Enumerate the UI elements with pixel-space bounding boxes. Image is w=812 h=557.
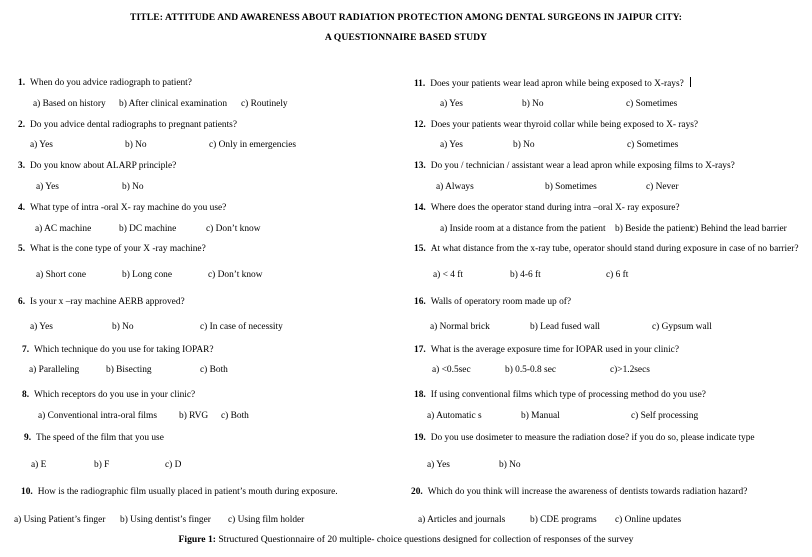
figure-caption-text: Structured Questionnaire of 20 multiple- choice questions designed for collection of responses of the survey (215, 534, 634, 545)
question-text: Do you advice dental radiographs to pregnant patients? (30, 120, 237, 130)
document-subtitle: A QUESTIONNAIRE BASED STUDY (324, 32, 488, 43)
question-text: Which technique do you use for taking IOPAR? (34, 345, 214, 355)
question-number: 4. (18, 203, 26, 213)
question-15-option-c: c) 6 ft (606, 270, 629, 280)
question-4-option-a: a) AC machine (35, 224, 92, 234)
question-text: Which do you think will increase the awareness of dentists towards radiation hazard? (427, 487, 748, 497)
question-14-option-a: a) Inside room at a distance from the patient (440, 224, 606, 234)
question-number: 14. (414, 203, 426, 213)
question-14-option-b: b) Beside the patient (615, 224, 693, 234)
question-number: 16. (414, 297, 426, 307)
question-6 (18, 296, 185, 308)
question-4 (18, 202, 226, 214)
question-8-option-b: b) RVG (179, 411, 209, 421)
question-6-option-a: a) Yes (30, 322, 53, 332)
question-number: 10. (21, 487, 33, 497)
question-5 (18, 243, 206, 255)
question-text: Does your patients wear lead apron while being exposed to X-rays? (430, 79, 684, 89)
question-number: 5. (18, 244, 26, 254)
question-number: 9. (24, 433, 32, 443)
document-title: TITLE: ATTITUDE AND AWARENESS ABOUT RADIATION PROTECTION AMONG DENTAL SURGEONS IN JAIPUR CITY: (129, 12, 683, 23)
question-text: What is the average exposure time for IOPAR used in your clinic? (430, 345, 679, 355)
question-11-option-a: a) Yes (440, 99, 463, 109)
question-15-option-a: a) < 4 ft (433, 270, 464, 280)
question-2-option-a: a) Yes (30, 140, 53, 150)
question-10-option-a: a) Using Patient’s finger (14, 515, 106, 525)
question-16 (414, 296, 571, 308)
question-13-option-a: a) Always (436, 182, 474, 192)
question-number: 8. (22, 390, 30, 400)
question-18-option-a: a) Automatic s (427, 411, 482, 421)
question-4-option-c: c) Don’t know (206, 224, 261, 234)
question-20-option-a: a) Articles and journals (418, 515, 506, 525)
question-2-option-b: b) No (125, 140, 147, 150)
question-7 (22, 344, 214, 356)
question-number: 12. (414, 120, 426, 130)
question-14-option-c: c) Behind the lead barrier (691, 224, 787, 234)
figure-label: Figure 1: (178, 534, 216, 545)
question-number: 7. (22, 345, 30, 355)
question-17 (414, 344, 679, 356)
question-9-option-c: c) D (165, 460, 182, 470)
question-16-option-a: a) Normal brick (430, 322, 490, 332)
question-14 (414, 202, 680, 214)
question-1-option-b: b) After clinical examination (119, 99, 228, 109)
question-number: 18. (414, 390, 426, 400)
question-number: 15. (414, 244, 426, 254)
question-text: Do you use dosimeter to measure the radiation dose? if you do so, please indicate type (430, 433, 755, 443)
question-1-option-a: a) Based on history (33, 99, 106, 109)
question-number: 3. (18, 161, 26, 171)
question-11-option-b: b) No (522, 99, 544, 109)
question-number: 17. (414, 345, 426, 355)
question-number: 13. (414, 161, 426, 171)
question-1-option-c: c) Routinely (241, 99, 288, 109)
question-3-option-b: b) No (122, 182, 144, 192)
question-text: Is your x –ray machine AERB approved? (30, 297, 185, 307)
question-20-option-c: c) Online updates (615, 515, 682, 525)
question-8-option-a: a) Conventional intra-oral films (38, 411, 157, 421)
question-number: 19. (414, 433, 426, 443)
question-number: 1. (18, 78, 26, 88)
question-11-option-c: c) Sometimes (626, 99, 678, 109)
question-15-option-b: b) 4-6 ft (510, 270, 541, 280)
question-15 (414, 243, 799, 255)
question-text: The speed of the film that you use (36, 433, 164, 443)
question-10-option-c: c) Using film holder (228, 515, 305, 525)
question-7-option-c: c) Both (200, 365, 228, 375)
question-10 (21, 486, 338, 498)
question-3-option-a: a) Yes (36, 182, 59, 192)
question-2 (18, 119, 237, 131)
question-18-option-c: c) Self processing (631, 411, 699, 421)
question-text: How is the radiographic film usually placed in patient’s mouth during exposure. (37, 487, 338, 497)
question-20-option-b: b) CDE programs (530, 515, 597, 525)
question-text: When do you advice radiograph to patient? (30, 78, 192, 88)
question-text: What is the cone type of your X -ray machine? (30, 244, 206, 254)
question-text: Walls of operatory room made up of? (430, 297, 572, 307)
text-cursor (690, 77, 691, 87)
question-11 (414, 77, 691, 90)
question-5-option-b: b) Long cone (122, 270, 172, 280)
figure-caption (0, 534, 812, 545)
question-number: 11. (414, 79, 426, 89)
question-6-option-b: b) No (112, 322, 134, 332)
question-1 (18, 77, 192, 89)
question-12 (414, 119, 698, 131)
question-7-option-a: a) Paralleling (29, 365, 80, 375)
question-13-option-b: b) Sometimes (545, 182, 597, 192)
question-17-option-a: a) <0.5sec (432, 365, 471, 375)
question-8 (22, 389, 195, 401)
question-18-option-b: b) Manual (521, 411, 560, 421)
question-17-option-b: b) 0.5-0.8 sec (505, 365, 557, 375)
question-text: What type of intra -oral X- ray machine do you use? (30, 203, 227, 213)
question-19 (414, 432, 755, 444)
question-text: Does your patients wear thyroid collar while being exposed to X- rays? (430, 120, 699, 130)
question-text: At what distance from the x-ray tube, operator should stand during exposure in case of no barrier? (430, 244, 799, 254)
question-12-option-b: b) No (513, 140, 535, 150)
question-7-option-b: b) Bisecting (106, 365, 152, 375)
question-text: Do you know about ALARP principle? (30, 161, 177, 171)
question-number: 2. (18, 120, 26, 130)
question-text: If using conventional films which type of processing method do you use? (430, 390, 706, 400)
question-20 (411, 486, 747, 498)
question-19-option-b: b) No (499, 460, 521, 470)
question-9-option-a: a) E (31, 460, 47, 470)
question-6-option-c: c) In case of necessity (200, 322, 283, 332)
question-16-option-b: b) Lead fused wall (530, 322, 601, 332)
question-16-option-c: c) Gypsum wall (652, 322, 712, 332)
question-number: 6. (18, 297, 26, 307)
question-5-option-c: c) Don’t know (208, 270, 263, 280)
question-12-option-c: c) Sometimes (627, 140, 679, 150)
question-9 (24, 432, 164, 444)
question-9-option-b: b) F (94, 460, 110, 470)
question-19-option-a: a) Yes (427, 460, 450, 470)
question-3 (18, 160, 176, 172)
question-4-option-b: b) DC machine (119, 224, 177, 234)
question-text: Which receptors do you use in your clinic? (34, 390, 196, 400)
question-13-option-c: c) Never (646, 182, 679, 192)
question-18 (414, 389, 706, 401)
question-13 (414, 160, 735, 172)
question-5-option-a: a) Short cone (36, 270, 86, 280)
question-8-option-c: c) Both (221, 411, 249, 421)
question-text: Do you / technician / assistant wear a lead apron while exposing films to X-rays? (430, 161, 735, 171)
question-17-option-c: c)>1.2secs (610, 365, 650, 375)
question-text: Where does the operator stand during intra –oral X- ray exposure? (430, 203, 680, 213)
question-10-option-b: b) Using dentist’s finger (120, 515, 211, 525)
question-12-option-a: a) Yes (440, 140, 463, 150)
question-number: 20. (411, 487, 423, 497)
question-2-option-c: c) Only in emergencies (209, 140, 297, 150)
